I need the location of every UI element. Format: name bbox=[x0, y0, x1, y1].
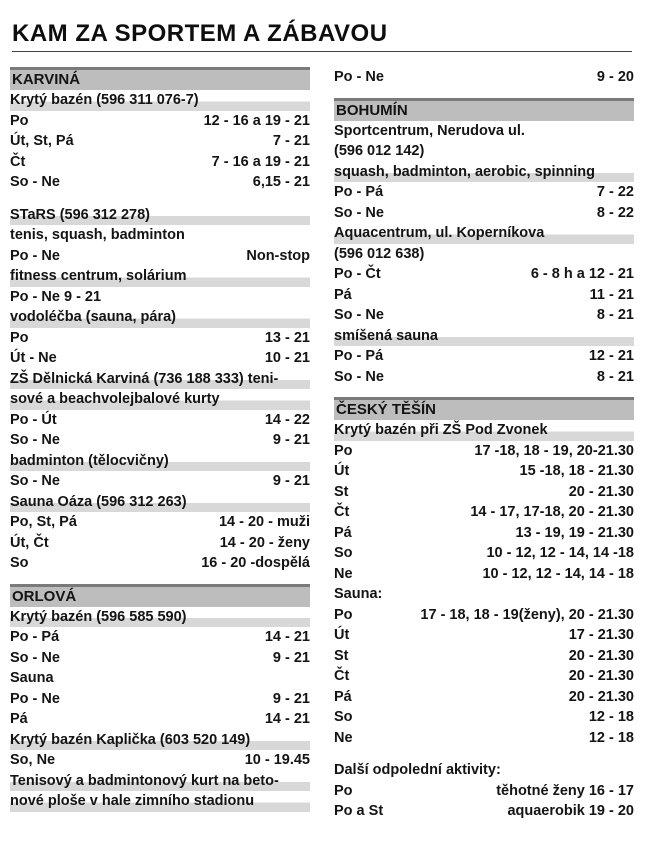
schedule-hours: 17 - 18, 18 - 19(ženy), 20 - 21.30 bbox=[420, 606, 634, 623]
schedule-row bbox=[334, 346, 634, 367]
schedule-hours: 13 - 21 bbox=[264, 329, 310, 346]
schedule-hours: 12 - 16 a 19 - 21 bbox=[203, 112, 310, 129]
venue-subheading: (596 012 638) bbox=[334, 245, 425, 262]
schedule-day: St bbox=[334, 647, 349, 664]
schedule-day: Po - Pá bbox=[10, 629, 60, 645]
schedule-row bbox=[10, 689, 310, 710]
venue-heading: Krytý bazén při ZŠ Pod Zvonek bbox=[334, 420, 634, 441]
schedule-hours: 14 - 21 bbox=[264, 629, 310, 645]
schedule-day: Čt bbox=[334, 504, 350, 520]
schedule-hours: 16 - 20 -dospělá bbox=[201, 555, 310, 571]
schedule-row bbox=[10, 410, 310, 431]
schedule-hours: aquaerobik 19 - 20 bbox=[507, 803, 634, 819]
schedule-row bbox=[10, 709, 310, 730]
schedule-hours: 10 - 12, 12 - 14, 14 - 18 bbox=[482, 565, 634, 582]
venue-section bbox=[334, 67, 634, 88]
schedule-hours: 10 - 12, 12 - 14, 14 -18 bbox=[486, 545, 634, 561]
schedule-hours: 17 -18, 18 - 19, 20-21.30 bbox=[474, 442, 634, 459]
schedule-hours: 7 - 22 bbox=[596, 184, 634, 200]
schedule-day: Ne bbox=[334, 565, 353, 582]
venue-heading: squash, badminton, aerobic, spinning bbox=[334, 162, 634, 183]
venue-heading: Tenisový a badmintonový kurt na beto- bbox=[10, 771, 310, 792]
schedule-day: Po - Ne bbox=[10, 247, 60, 264]
schedule-hours: 12 - 18 bbox=[588, 709, 634, 725]
schedule-row bbox=[334, 728, 634, 749]
venue-heading: ZŠ Dělnická Karviná (736 188 333) teni- bbox=[10, 369, 310, 390]
schedule-row bbox=[10, 172, 310, 193]
schedule-day: So - Ne bbox=[10, 174, 60, 190]
venue-subheading: Další odpolední aktivity: bbox=[334, 762, 501, 778]
left-column bbox=[10, 67, 310, 822]
schedule-row bbox=[334, 646, 634, 667]
venue-heading: badminton (tělocvičny) bbox=[10, 451, 310, 472]
schedule-row bbox=[10, 648, 310, 669]
schedule-row bbox=[334, 543, 634, 564]
schedule-row bbox=[10, 430, 310, 451]
schedule-hours: 14 - 17, 17-18, 20 - 21.30 bbox=[470, 504, 634, 520]
schedule-hours: 13 - 19, 19 - 21.30 bbox=[515, 524, 634, 541]
venue-subheading: (596 012 142) bbox=[334, 143, 425, 159]
venue-section bbox=[334, 98, 634, 388]
city-header: KARVINÁ bbox=[10, 67, 310, 90]
venue-heading: fitness centrum, solárium bbox=[10, 266, 310, 287]
venue-section bbox=[10, 584, 310, 812]
page-title: KAM ZA SPORTEM A ZÁBAVOU bbox=[12, 20, 388, 47]
spacer bbox=[334, 748, 634, 760]
schedule-day: Po bbox=[334, 782, 353, 799]
schedule-row bbox=[334, 67, 634, 88]
schedule-day: Po - Pá bbox=[334, 184, 384, 200]
schedule-hours: 8 - 22 bbox=[596, 204, 634, 221]
schedule-hours: 7 - 16 a 19 - 21 bbox=[211, 153, 310, 170]
schedule-day: St bbox=[334, 483, 349, 500]
schedule-hours: 10 - 19.45 bbox=[244, 752, 310, 768]
schedule-day: Pá bbox=[10, 711, 28, 727]
schedule-row bbox=[334, 182, 634, 203]
schedule-day: So - Ne bbox=[334, 204, 384, 221]
venue-heading: Sauna Oáza (596 312 263) bbox=[10, 492, 310, 513]
schedule-day: Út, St, Pá bbox=[10, 133, 74, 149]
schedule-day: Út bbox=[334, 627, 350, 643]
schedule-row bbox=[334, 523, 634, 544]
venue-heading: STaRS (596 312 278) bbox=[10, 205, 310, 226]
schedule-row bbox=[10, 111, 310, 132]
schedule-day: So - Ne bbox=[10, 649, 60, 666]
schedule-row bbox=[334, 502, 634, 523]
schedule-day: Po - Ne bbox=[334, 69, 384, 85]
schedule-row bbox=[334, 367, 634, 388]
schedule-row bbox=[334, 264, 634, 285]
schedule-row bbox=[10, 328, 310, 349]
schedule-row bbox=[10, 348, 310, 369]
venue-heading: Aquacentrum, ul. Koperníkova bbox=[334, 223, 634, 244]
schedule-day: Po bbox=[10, 329, 29, 346]
schedule-day: Pá bbox=[334, 688, 352, 705]
schedule-day: Po bbox=[334, 442, 353, 459]
schedule-row bbox=[334, 461, 634, 482]
schedule-day: Po, St, Pá bbox=[10, 514, 77, 530]
schedule-day: Po - Ne 9 - 21 bbox=[10, 288, 102, 305]
schedule-day: So bbox=[10, 555, 29, 571]
schedule-hours: 14 - 20 - muži bbox=[218, 514, 310, 530]
schedule-day: Po bbox=[10, 112, 29, 129]
schedule-day: Čt bbox=[10, 153, 26, 170]
city-header: ORLOVÁ bbox=[10, 584, 310, 607]
schedule-row bbox=[334, 605, 634, 626]
title-divider bbox=[12, 51, 632, 52]
right-column bbox=[334, 67, 634, 832]
schedule-day: So - Ne bbox=[10, 432, 60, 448]
schedule-hours: těhotné ženy 16 - 17 bbox=[496, 782, 634, 799]
venue-heading: vodoléčba (sauna, pára) bbox=[10, 307, 310, 328]
schedule-row bbox=[334, 625, 634, 646]
venue-heading: sové a beachvolejbalové kurty bbox=[10, 389, 310, 410]
schedule-day: So bbox=[334, 545, 353, 561]
schedule-hours: 20 - 21.30 bbox=[568, 688, 634, 705]
schedule-day: Po bbox=[334, 606, 353, 623]
schedule-row bbox=[334, 482, 634, 503]
schedule-hours: 9 - 21 bbox=[272, 649, 310, 666]
schedule-day: Út bbox=[334, 463, 350, 479]
schedule-hours: 8 - 21 bbox=[596, 307, 634, 323]
schedule-row bbox=[334, 305, 634, 326]
schedule-hours: 14 - 20 - ženy bbox=[219, 534, 310, 551]
schedule-day: Po - Ne bbox=[10, 690, 60, 707]
schedule-hours: 9 - 20 bbox=[596, 69, 634, 85]
schedule-row bbox=[10, 246, 310, 267]
venue-heading: Krytý bazén (596 311 076-7) bbox=[10, 90, 310, 111]
schedule-hours: 20 - 21.30 bbox=[568, 668, 634, 684]
schedule-day: Út, Čt bbox=[10, 534, 49, 551]
schedule-day: So - Ne bbox=[334, 307, 384, 323]
schedule-row bbox=[10, 152, 310, 173]
schedule-row bbox=[10, 287, 310, 308]
schedule-hours: 9 - 21 bbox=[272, 432, 310, 448]
schedule-hours: 6,15 - 21 bbox=[252, 174, 310, 190]
schedule-day: Ne bbox=[334, 729, 353, 746]
schedule-row bbox=[10, 471, 310, 492]
schedule-row bbox=[334, 707, 634, 728]
venue-heading: smíšená sauna bbox=[334, 326, 634, 347]
schedule-hours: Non-stop bbox=[246, 247, 310, 264]
schedule-hours: 10 - 21 bbox=[264, 350, 310, 366]
schedule-hours: 9 - 21 bbox=[272, 473, 310, 489]
schedule-hours: 14 - 22 bbox=[264, 411, 310, 428]
schedule-row bbox=[334, 441, 634, 462]
city-header: ČESKÝ TĚŠÍN bbox=[334, 397, 634, 420]
schedule-day: So - Ne bbox=[10, 473, 60, 489]
schedule-hours: 15 -18, 18 - 21.30 bbox=[519, 463, 634, 479]
schedule-hours: 14 - 21 bbox=[264, 711, 310, 727]
schedule-row bbox=[10, 131, 310, 152]
schedule-hours: 7 - 21 bbox=[272, 133, 310, 149]
schedule-day: So, Ne bbox=[10, 752, 56, 768]
schedule-row bbox=[10, 553, 310, 574]
schedule-day: Út - Ne bbox=[10, 350, 57, 366]
schedule-hours: 9 - 21 bbox=[272, 690, 310, 707]
schedule-hours: 20 - 21.30 bbox=[568, 647, 634, 664]
schedule-hours: 17 - 21.30 bbox=[568, 627, 634, 643]
schedule-row bbox=[334, 687, 634, 708]
schedule-day: Po - Út bbox=[10, 411, 57, 428]
schedule-row bbox=[334, 564, 634, 585]
city-header: BOHUMÍN bbox=[334, 98, 634, 121]
schedule-day: Po a St bbox=[334, 803, 384, 819]
venue-subheading: tenis, squash, badminton bbox=[10, 227, 185, 243]
schedule-row bbox=[334, 666, 634, 687]
schedule-row bbox=[334, 781, 634, 802]
venue-subheading: Sportcentrum, Nerudova ul. bbox=[334, 122, 525, 139]
venue-section bbox=[334, 397, 634, 822]
schedule-row bbox=[10, 627, 310, 648]
schedule-hours: 12 - 21 bbox=[588, 348, 634, 364]
schedule-day: So - Ne bbox=[334, 368, 384, 385]
schedule-row bbox=[334, 801, 634, 822]
schedule-row bbox=[10, 512, 310, 533]
schedule-day: Pá bbox=[334, 286, 352, 303]
schedule-day: Pá bbox=[334, 524, 352, 541]
schedule-day: Čt bbox=[334, 668, 350, 684]
venue-subheading: Sauna bbox=[10, 670, 54, 686]
schedule-hours: 11 - 21 bbox=[589, 286, 634, 303]
venue-heading: Krytý bazén Kaplička (603 520 149) bbox=[10, 730, 310, 751]
schedule-day: So bbox=[334, 709, 353, 725]
schedule-hours: 20 - 21.30 bbox=[568, 483, 634, 500]
schedule-day: Po - Pá bbox=[334, 348, 384, 364]
venue-heading: nové ploše v hale zimního stadionu bbox=[10, 791, 310, 812]
schedule-day: Po - Čt bbox=[334, 266, 381, 282]
spacer bbox=[10, 193, 310, 205]
venue-section bbox=[10, 67, 310, 574]
venue-heading: Krytý bazén (596 585 590) bbox=[10, 607, 310, 628]
schedule-hours: 8 - 21 bbox=[596, 368, 634, 385]
schedule-hours: 6 - 8 h a 12 - 21 bbox=[530, 266, 634, 282]
schedule-row bbox=[334, 285, 634, 306]
schedule-row bbox=[334, 203, 634, 224]
schedule-row bbox=[10, 533, 310, 554]
schedule-hours: 12 - 18 bbox=[588, 729, 634, 746]
venue-subheading: Sauna: bbox=[334, 586, 383, 602]
schedule-row bbox=[10, 750, 310, 771]
